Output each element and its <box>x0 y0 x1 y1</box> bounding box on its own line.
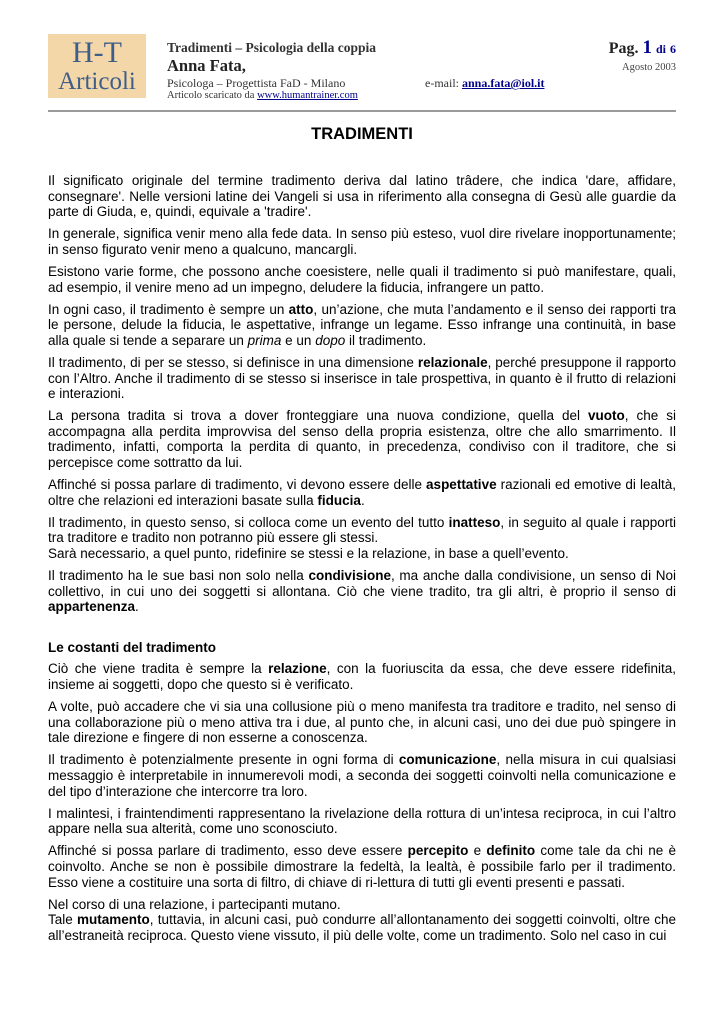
emphasis-bold: aspettative <box>426 477 497 493</box>
emphasis-bold: relazione <box>268 661 327 677</box>
paragraph: Sarà necessario, a quel punto, ridefinire se stessi e la relazione, in base a quell’evento. <box>48 545 569 561</box>
paragraph: Affinché si possa parlare di tradimento, esso deve essere percepito e definito come tale da chi ne è coinvolto. Anche se non è possibile dimostrare la fedeltà, la lealtà, è possibile farlo per il tradimento. Esso viene a costituire una sorta di filtro, di chiave di ri-lettura di tutti gli eventi presenti e passati. <box>48 843 676 890</box>
emphasis-bold: comunicazione <box>398 752 497 768</box>
article-body <box>48 124 676 950</box>
page-prefix: Pag. <box>608 40 639 57</box>
section-heading: Le costanti del tradimento <box>48 639 217 655</box>
download-prefix: Articolo scaricato da <box>167 90 258 101</box>
emphasis-bold: percepito <box>407 843 469 859</box>
paragraph: Nel corso di una relazione, i partecipanti mutano. <box>48 896 341 912</box>
email-line <box>425 76 544 91</box>
logo-ht-text: H-T <box>72 36 122 69</box>
emphasis-bold: vuoto <box>587 408 625 424</box>
paragraph: Affinché si possa parlare di tradimento, vi devono essere delle aspettative razionali ed emotive di lealtà, oltre che relazioni ed interazioni basate sulla fiducia. <box>48 477 676 508</box>
emphasis-bold: appartenenza <box>48 599 136 615</box>
paragraph: I malintesi, i fraintendimenti rappresentano la rivelazione della rottura di un’intesa reciproca, in cui l’altro appare nella sua alterità, come uno sconosciuto. <box>48 805 676 837</box>
emphasis-bold: inatteso <box>448 514 501 530</box>
page-total: 6 <box>670 42 676 56</box>
paragraph: Il significato originale del termine tradimento deriva dal latino trâdere, che indica 'dare, affidare, consegnare'. Nelle versioni latine dei Vangeli si usa in riferimento alla consegna di Gesù alle guardie da parte di Giuda, e, quindi, equivale a 'tradire'. <box>48 173 676 220</box>
paragraph: Il tradimento, di per se stesso, si definisce in una dimensione relazionale, perché presuppone il rapporto con l’Altro. Anche il tradimento di se stesso si inserisce in tale prospettiva, in quanto è il frutto di relazioni e interazioni. <box>48 354 676 402</box>
publication-date: Agosto 2003 <box>622 62 676 73</box>
paragraph: Tale mutamento, tuttavia, in alcuni casi, può condurre all’allontanamento dei soggetti coinvolti, oltre che all’estraneità reciproca. Questo viene vissuto, il più delle volte, come un tradimento. Solo nel caso in cui <box>48 912 676 943</box>
paragraph: Il tradimento, in questo senso, si colloca come un evento del tutto inatteso, in seguito al quale i rapporti tra traditore e tradito non potranno più essere gli stessi. <box>48 514 676 546</box>
emphasis-bold: atto <box>288 301 314 317</box>
download-note <box>167 90 358 101</box>
paragraph: Ciò che viene tradita è sempre la relazione, con la fuoriuscita da essa, che deve essere ridefinita, insieme ai soggetti, dopo che questo si è verificato. <box>48 661 676 693</box>
paragraph: Esistono varie forme, che possono anche coesistere, nelle quali il tradimento si può manifestare, quali, ad esempio, il venire meno ad un impegno, deludere la fiducia, infrangere un patto. <box>48 263 676 295</box>
author-name: Anna Fata, <box>167 56 246 75</box>
emphasis-bold: definito <box>486 843 536 859</box>
email-prefix: e-mail: <box>425 76 462 90</box>
paragraph: In ogni caso, il tradimento è sempre un atto, un’azione, che muta l’andamento e il senso dei rapporti tra le persone, delude la fiducia, le aspettative, infrange un legame. Esso infrange una continuità, in base alla quale si tende a separare un prima e un dopo il tradimento. <box>48 301 676 348</box>
article-title: TRADIMENTI <box>311 125 413 143</box>
paragraph: Il tradimento ha le sue basi non solo nella condivisione, ma anche dalla condivisione, un senso di Noi collettivo, in cui uno dei soggetti si allontana. Ciò che viene tradito, tra gli altri, è proprio il senso di appartenenza. <box>48 568 676 615</box>
emphasis-bold: fiducia <box>317 492 361 508</box>
emphasis-bold: mutamento <box>77 912 150 928</box>
paragraph: Il tradimento è potenzialmente presente in ogni forma di comunicazione, nella misura in cui qualsiasi messaggio è interpretabile in innumerevoli modi, a seconda dei soggetti coinvolti nella comunicazione e del tipo d’interazione che intercorre tra loro. <box>48 752 676 799</box>
page-of: di <box>655 42 666 56</box>
page-number: 1 <box>642 37 652 58</box>
page-indicator <box>609 37 676 59</box>
series-title: Tradimenti – Psicologia della coppia <box>167 40 376 55</box>
ht-logo <box>48 34 146 98</box>
emphasis-italic: prima <box>247 332 282 348</box>
header-divider <box>48 110 676 112</box>
paragraph: La persona tradita si trova a dover fronteggiare una nuova condizione, quella del vuoto, che si accompagna alla perdita improvvisa del senso della propria esistenza, oltre che allo smarrimento. Il tradimento, infatti, comporta la perdita di quanto, in precedenza, condiviso con il traditore, che si percepisce come sottratto da lui. <box>48 408 676 470</box>
emphasis-bold: condivisione <box>308 568 391 584</box>
author-role: Psicologa – Progettista FaD - Milano <box>167 76 346 90</box>
logo-articoli-text: Articoli <box>58 68 136 95</box>
humantrainer-link[interactable]: www.humantrainer.com <box>257 90 358 101</box>
emphasis-italic: dopo <box>315 332 346 348</box>
emphasis-bold: relazionale <box>417 354 488 370</box>
paragraph: In generale, significa venir meno alla fede data. In senso più esteso, vuol dire rivelare inopportunamente; in senso figurato venir meno a qualcuno, mancargli. <box>48 226 676 257</box>
email-link[interactable]: anna.fata@iol.it <box>461 76 545 90</box>
paragraph: A volte, può accadere che vi sia una collusione più o meno manifesta tra traditore e tradito, nel senso di una collaborazione più o meno attiva tra i due, al punto che, in alcuni casi, uno dei due può spingere in tale direzione e fingere di non esserne a conoscenza. <box>48 699 676 746</box>
